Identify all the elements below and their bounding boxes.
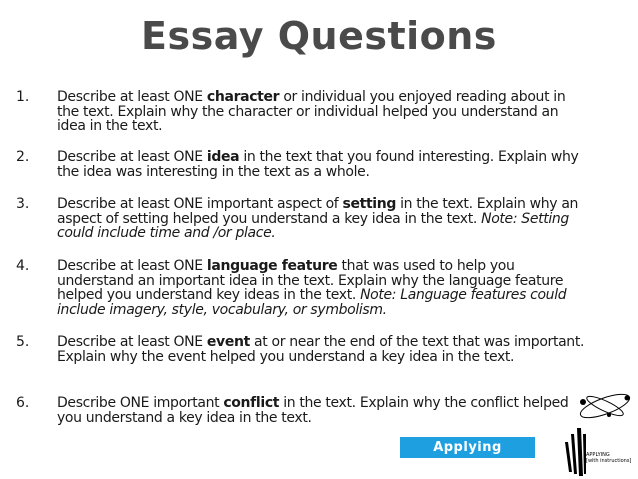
question-number: 4. — [16, 258, 30, 274]
page-title: Essay Questions — [141, 14, 497, 58]
applying-badge: Applying — [400, 437, 535, 458]
stripes-icon — [565, 428, 586, 476]
question-number: 3. — [16, 196, 30, 212]
question-keyword: idea — [206, 149, 240, 165]
question-number: 1. — [16, 89, 30, 105]
question-text: Describe at least ONE idea in the text that you found interesting. Explain why the idea was interesting in the text as a whole. — [57, 149, 579, 180]
question-text: Describe at least ONE character or individual you enjoyed reading about in the text. Explain why the character or individual helped you understand an idea in the text. — [57, 89, 566, 134]
logo-label: APPLYING [with instructions] — [586, 452, 632, 464]
question-text: Describe ONE important conflict in the text. Explain why the conflict helped you understand a key idea in the text. — [57, 395, 569, 426]
question-keyword: setting — [342, 196, 397, 212]
question-number: 6. — [16, 395, 30, 411]
question-keyword: conflict — [223, 395, 280, 411]
question-text: Describe at least ONE event at or near the end of the text that was important. Explain why the event helped you understand a key idea in the text. — [57, 334, 585, 365]
question-text: Describe at least ONE language feature that was used to help you understand an important idea in the text. Explain why the language feature helped you understand key ideas in the text. Note: Language features could include imagery, style, vocabulary, or symbolism. — [57, 258, 567, 318]
question-keyword: language feature — [206, 258, 338, 274]
question-number: 2. — [16, 149, 30, 165]
blooms-logo-icon — [553, 386, 635, 478]
question-number: 5. — [16, 334, 30, 350]
question-keyword: event — [206, 334, 250, 350]
question-keyword: character — [206, 89, 280, 105]
orbit-icon — [578, 390, 632, 423]
question-text: Describe at least ONE important aspect of setting in the text. Explain why an aspect of setting helped you understand a key idea in the text. Note: Setting could include time and /or place. — [57, 196, 579, 241]
